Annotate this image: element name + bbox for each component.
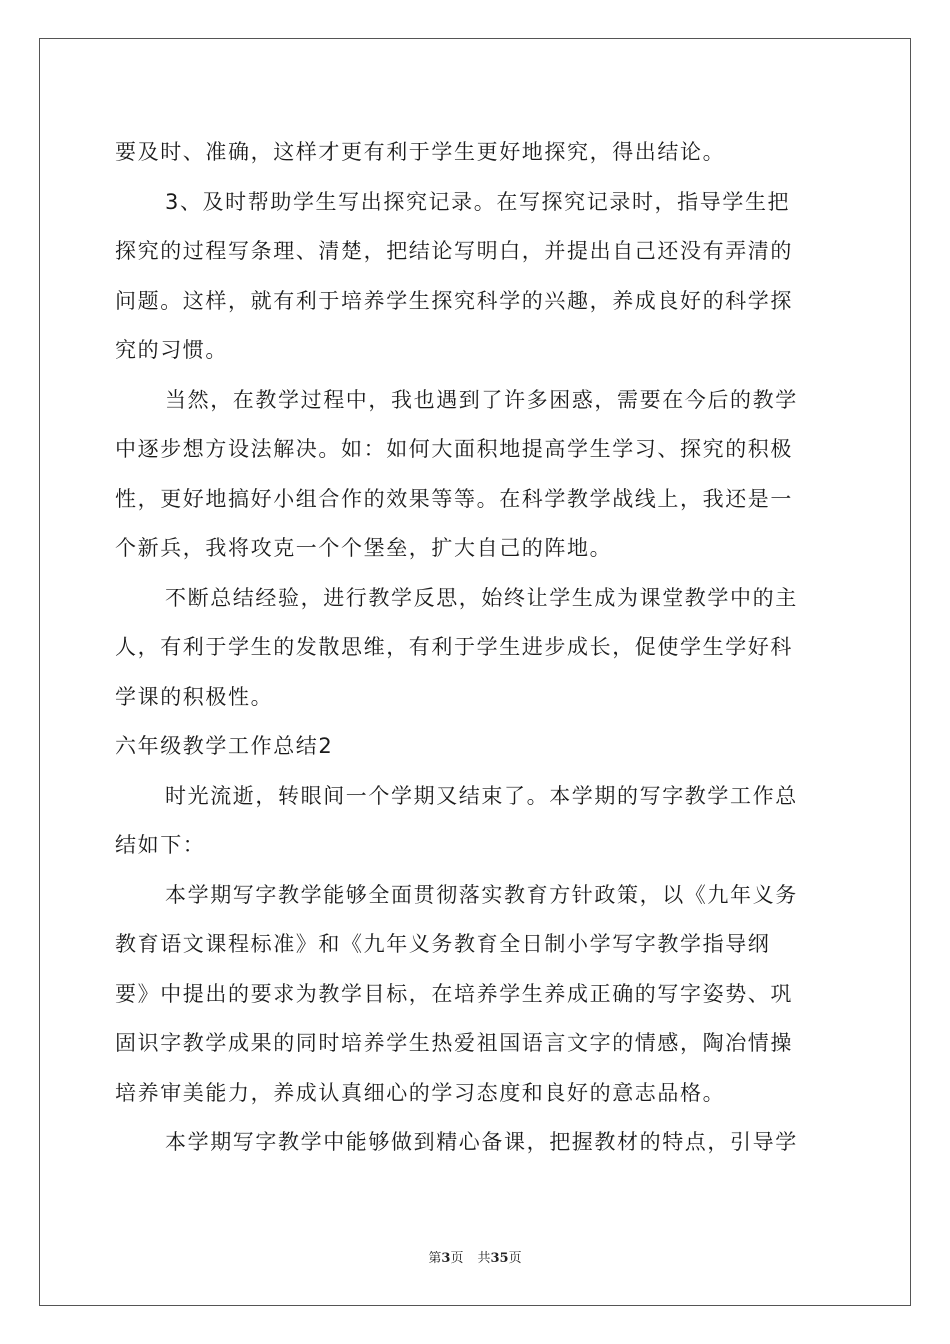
page-number: 3 <box>441 1251 451 1266</box>
page-footer <box>0 1247 950 1266</box>
text-line: 3、及时帮助学生写出探究记录。在写探究记录时，指导学生把 <box>165 189 791 214</box>
text-line: 结如下： <box>115 833 206 857</box>
total-prefix: 共 <box>477 1251 491 1266</box>
text-line: 不断总结经验，进行教学反思，始终让学生成为课堂教学中的主 <box>165 585 798 610</box>
text-line: 中逐步想方设法解决。如：如何大面积地提高学生学习、探究的积极 <box>115 437 793 461</box>
text-line: 本学期写字教学中能够做到精心备课，把握教材的特点，引导学 <box>165 1130 798 1154</box>
text-line: 要》中提出的要求为教学目标，在培养学生养成正确的写字姿势、巩 <box>115 981 793 1006</box>
total-unit: 页 <box>508 1251 522 1266</box>
document-body <box>115 128 835 1168</box>
text-line: 教育语文课程标准》和《九年义务教育全日制小学写字教学指导纲 <box>115 932 771 956</box>
text-line: 培养审美能力，养成认真细心的学习态度和良好的意志品格。 <box>115 1080 726 1105</box>
page-unit: 页 <box>450 1251 464 1266</box>
text-line: 探究的过程写条理、清楚，把结论写明白，并提出自己还没有弄清的 <box>115 239 793 263</box>
section-heading: 六年级教学工作总结2 <box>115 734 334 758</box>
text-line: 人，有利于学生的发散思维，有利于学生进步成长，促使学生学好科 <box>115 635 793 659</box>
text-line: 究的习惯。 <box>115 338 228 362</box>
text-line: 性，更好地搞好小组合作的效果等等。在科学教学战线上，我还是一 <box>115 486 793 511</box>
total-pages: 35 <box>490 1251 509 1266</box>
text-line: 个新兵，我将攻克一个个堡垒，扩大自己的阵地。 <box>115 536 613 560</box>
text-line: 时光流逝，转眼间一个学期又结束了。本学期的写字教学工作总 <box>165 783 798 808</box>
text-line: 当然，在教学过程中，我也遇到了许多困惑，需要在今后的教学 <box>165 387 798 412</box>
text-line: 本学期写字教学能够全面贯彻落实教育方针政策，以《九年义务 <box>165 882 798 907</box>
text-line: 固识字教学成果的同时培养学生热爱祖国语言文字的情感，陶冶情操 <box>115 1031 793 1055</box>
text-line: 学课的积极性。 <box>115 684 274 709</box>
text-line: 问题。这样，就有利于培养学生探究科学的兴趣，养成良好的科学探 <box>115 288 793 313</box>
page-prefix: 第 <box>428 1251 442 1266</box>
text-line: 要及时、准确，这样才更有利于学生更好地探究，得出结论。 <box>115 140 726 164</box>
